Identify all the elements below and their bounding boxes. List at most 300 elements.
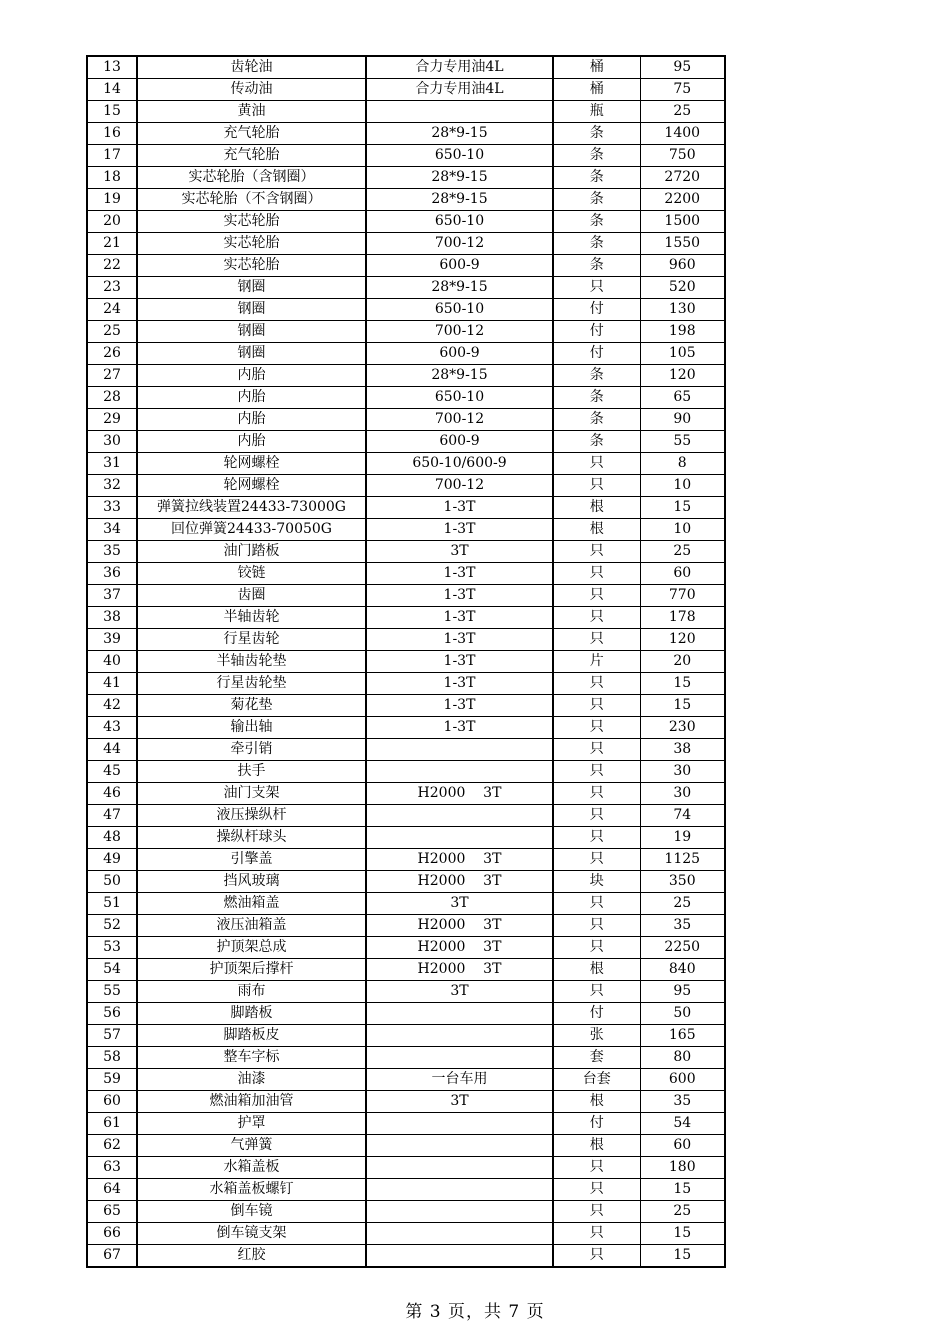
price-cell: 35 (640, 915, 725, 937)
row-number-cell: 30 (87, 431, 137, 453)
table-row (87, 1223, 725, 1245)
table-row (87, 1157, 725, 1179)
unit-cell: 条 (553, 189, 640, 211)
table-row (87, 1069, 725, 1091)
table-row (87, 79, 725, 101)
spec-cell (366, 739, 553, 761)
table-row (87, 827, 725, 849)
row-number-cell: 19 (87, 189, 137, 211)
price-cell: 25 (640, 893, 725, 915)
row-number-cell: 42 (87, 695, 137, 717)
table-row (87, 783, 725, 805)
price-cell: 1500 (640, 211, 725, 233)
unit-cell: 条 (553, 123, 640, 145)
spec-cell (366, 827, 553, 849)
table-row (87, 431, 725, 453)
table-row (87, 123, 725, 145)
spec-cell (366, 101, 553, 123)
row-number-cell: 38 (87, 607, 137, 629)
part-name-cell: 扶手 (137, 761, 366, 783)
unit-cell: 只 (553, 563, 640, 585)
part-name-cell: 雨布 (137, 981, 366, 1003)
part-name-cell: 实芯轮胎 (137, 211, 366, 233)
part-name-cell: 钢圈 (137, 321, 366, 343)
unit-cell: 条 (553, 387, 640, 409)
part-name-cell: 回位弹簧24433-70050G (137, 519, 366, 541)
part-name-cell: 行星齿轮垫 (137, 673, 366, 695)
part-name-cell: 充气轮胎 (137, 123, 366, 145)
spec-cell: 28*9-15 (366, 189, 553, 211)
unit-cell: 条 (553, 409, 640, 431)
spec-cell: 3T (366, 893, 553, 915)
spec-cell: 28*9-15 (366, 277, 553, 299)
part-name-cell: 钢圈 (137, 299, 366, 321)
part-name-cell: 护顶架总成 (137, 937, 366, 959)
part-name-cell: 内胎 (137, 387, 366, 409)
table-row (87, 1245, 725, 1268)
table-row (87, 343, 725, 365)
price-cell: 95 (640, 56, 725, 79)
spec-cell: 1-3T (366, 651, 553, 673)
part-name-cell: 充气轮胎 (137, 145, 366, 167)
row-number-cell: 58 (87, 1047, 137, 1069)
row-number-cell: 32 (87, 475, 137, 497)
spec-cell (366, 1201, 553, 1223)
unit-cell: 根 (553, 519, 640, 541)
table-row (87, 563, 725, 585)
unit-cell: 只 (553, 1157, 640, 1179)
price-cell: 19 (640, 827, 725, 849)
part-name-cell: 实芯轮胎（不含钢圈） (137, 189, 366, 211)
unit-cell: 根 (553, 1135, 640, 1157)
unit-cell: 只 (553, 1201, 640, 1223)
spec-cell: H2000 3T (366, 871, 553, 893)
row-number-cell: 67 (87, 1245, 137, 1268)
unit-cell: 只 (553, 827, 640, 849)
price-cell: 74 (640, 805, 725, 827)
table-row (87, 717, 725, 739)
spec-cell: 1-3T (366, 717, 553, 739)
row-number-cell: 60 (87, 1091, 137, 1113)
unit-cell: 条 (553, 211, 640, 233)
spec-cell: 合力专用油4L (366, 56, 553, 79)
spec-cell (366, 1047, 553, 1069)
price-cell: 30 (640, 761, 725, 783)
spec-cell: 1-3T (366, 695, 553, 717)
row-number-cell: 47 (87, 805, 137, 827)
price-cell: 75 (640, 79, 725, 101)
row-number-cell: 27 (87, 365, 137, 387)
price-cell: 770 (640, 585, 725, 607)
spec-cell (366, 761, 553, 783)
part-name-cell: 实芯轮胎（含钢圈） (137, 167, 366, 189)
row-number-cell: 39 (87, 629, 137, 651)
spec-cell: 600-9 (366, 255, 553, 277)
unit-cell: 只 (553, 673, 640, 695)
price-cell: 15 (640, 497, 725, 519)
row-number-cell: 37 (87, 585, 137, 607)
unit-cell: 根 (553, 959, 640, 981)
spec-cell: 一台车用 (366, 1069, 553, 1091)
row-number-cell: 13 (87, 56, 137, 79)
unit-cell: 张 (553, 1025, 640, 1047)
price-cell: 10 (640, 475, 725, 497)
spec-cell (366, 1135, 553, 1157)
spec-cell: 650-10 (366, 145, 553, 167)
part-name-cell: 水箱盖板 (137, 1157, 366, 1179)
table-row (87, 255, 725, 277)
row-number-cell: 28 (87, 387, 137, 409)
table-row (87, 277, 725, 299)
unit-cell: 只 (553, 277, 640, 299)
price-cell: 20 (640, 651, 725, 673)
row-number-cell: 43 (87, 717, 137, 739)
part-name-cell: 油门踏板 (137, 541, 366, 563)
price-cell: 600 (640, 1069, 725, 1091)
part-name-cell: 挡风玻璃 (137, 871, 366, 893)
unit-cell: 只 (553, 453, 640, 475)
unit-cell: 付 (553, 343, 640, 365)
price-cell: 178 (640, 607, 725, 629)
unit-cell: 只 (553, 915, 640, 937)
price-cell: 30 (640, 783, 725, 805)
row-number-cell: 48 (87, 827, 137, 849)
price-cell: 1550 (640, 233, 725, 255)
row-number-cell: 14 (87, 79, 137, 101)
part-name-cell: 铰链 (137, 563, 366, 585)
unit-cell: 条 (553, 233, 640, 255)
row-number-cell: 33 (87, 497, 137, 519)
row-number-cell: 21 (87, 233, 137, 255)
part-name-cell: 齿圈 (137, 585, 366, 607)
part-name-cell: 引擎盖 (137, 849, 366, 871)
price-cell: 90 (640, 409, 725, 431)
spec-cell: 28*9-15 (366, 167, 553, 189)
row-number-cell: 23 (87, 277, 137, 299)
part-name-cell: 液压操纵杆 (137, 805, 366, 827)
table-row (87, 475, 725, 497)
unit-cell: 条 (553, 431, 640, 453)
unit-cell: 片 (553, 651, 640, 673)
table-row (87, 409, 725, 431)
table-row (87, 871, 725, 893)
row-number-cell: 22 (87, 255, 137, 277)
spec-cell (366, 1245, 553, 1268)
row-number-cell: 55 (87, 981, 137, 1003)
part-name-cell: 实芯轮胎 (137, 255, 366, 277)
row-number-cell: 29 (87, 409, 137, 431)
unit-cell: 只 (553, 739, 640, 761)
part-name-cell: 齿轮油 (137, 56, 366, 79)
spec-cell: 650-10/600-9 (366, 453, 553, 475)
spec-cell: 28*9-15 (366, 365, 553, 387)
row-number-cell: 54 (87, 959, 137, 981)
price-cell: 35 (640, 1091, 725, 1113)
unit-cell: 只 (553, 1223, 640, 1245)
price-cell: 840 (640, 959, 725, 981)
spec-cell (366, 1223, 553, 1245)
unit-cell: 付 (553, 321, 640, 343)
row-number-cell: 31 (87, 453, 137, 475)
unit-cell: 只 (553, 695, 640, 717)
price-cell: 60 (640, 563, 725, 585)
row-number-cell: 63 (87, 1157, 137, 1179)
part-name-cell: 输出轴 (137, 717, 366, 739)
row-number-cell: 16 (87, 123, 137, 145)
spec-cell: H2000 3T (366, 959, 553, 981)
part-name-cell: 轮网螺栓 (137, 453, 366, 475)
unit-cell: 只 (553, 761, 640, 783)
spec-cell: 合力专用油4L (366, 79, 553, 101)
unit-cell: 桶 (553, 79, 640, 101)
part-name-cell: 弹簧拉线装置24433-73000G (137, 497, 366, 519)
unit-cell: 块 (553, 871, 640, 893)
row-number-cell: 62 (87, 1135, 137, 1157)
spec-cell: 1-3T (366, 497, 553, 519)
part-name-cell: 内胎 (137, 409, 366, 431)
part-name-cell: 液压油箱盖 (137, 915, 366, 937)
part-name-cell: 菊花垫 (137, 695, 366, 717)
table-row (87, 739, 725, 761)
spec-cell: 1-3T (366, 585, 553, 607)
spec-cell: H2000 3T (366, 783, 553, 805)
price-cell: 15 (640, 1223, 725, 1245)
price-cell: 1400 (640, 123, 725, 145)
table-row (87, 167, 725, 189)
spec-cell: H2000 3T (366, 937, 553, 959)
unit-cell: 条 (553, 145, 640, 167)
price-cell: 15 (640, 673, 725, 695)
unit-cell: 根 (553, 1091, 640, 1113)
part-name-cell: 内胎 (137, 431, 366, 453)
price-cell: 230 (640, 717, 725, 739)
table-row (87, 101, 725, 123)
price-cell: 25 (640, 1201, 725, 1223)
row-number-cell: 36 (87, 563, 137, 585)
spec-cell (366, 805, 553, 827)
part-name-cell: 半轴齿轮 (137, 607, 366, 629)
unit-cell: 只 (553, 585, 640, 607)
table-row (87, 695, 725, 717)
unit-cell: 只 (553, 783, 640, 805)
unit-cell: 付 (553, 299, 640, 321)
spec-cell: H2000 3T (366, 849, 553, 871)
spec-cell: H2000 3T (366, 915, 553, 937)
spec-cell: 3T (366, 981, 553, 1003)
spec-cell: 1-3T (366, 563, 553, 585)
spec-cell: 650-10 (366, 387, 553, 409)
part-name-cell: 行星齿轮 (137, 629, 366, 651)
unit-cell: 只 (553, 475, 640, 497)
price-cell: 25 (640, 101, 725, 123)
price-cell: 960 (640, 255, 725, 277)
row-number-cell: 34 (87, 519, 137, 541)
row-number-cell: 51 (87, 893, 137, 915)
row-number-cell: 41 (87, 673, 137, 695)
price-cell: 165 (640, 1025, 725, 1047)
table-row (87, 629, 725, 651)
price-cell: 80 (640, 1047, 725, 1069)
spec-cell: 700-12 (366, 475, 553, 497)
price-cell: 15 (640, 1179, 725, 1201)
price-cell: 95 (640, 981, 725, 1003)
price-cell: 15 (640, 1245, 725, 1268)
price-cell: 55 (640, 431, 725, 453)
table-row (87, 959, 725, 981)
part-name-cell: 半轴齿轮垫 (137, 651, 366, 673)
unit-cell: 只 (553, 1179, 640, 1201)
row-number-cell: 65 (87, 1201, 137, 1223)
price-cell: 50 (640, 1003, 725, 1025)
spec-cell (366, 1113, 553, 1135)
part-name-cell: 牵引销 (137, 739, 366, 761)
row-number-cell: 45 (87, 761, 137, 783)
row-number-cell: 52 (87, 915, 137, 937)
table-row (87, 585, 725, 607)
row-number-cell: 18 (87, 167, 137, 189)
row-number-cell: 49 (87, 849, 137, 871)
part-name-cell: 钢圈 (137, 343, 366, 365)
row-number-cell: 59 (87, 1069, 137, 1091)
table-row (87, 915, 725, 937)
spec-cell: 700-12 (366, 233, 553, 255)
table-row (87, 145, 725, 167)
spec-cell (366, 1025, 553, 1047)
part-name-cell: 钢圈 (137, 277, 366, 299)
unit-cell: 条 (553, 365, 640, 387)
spec-cell: 1-3T (366, 519, 553, 541)
table-row (87, 497, 725, 519)
table-row (87, 1179, 725, 1201)
table-row (87, 1135, 725, 1157)
table-row (87, 453, 725, 475)
part-name-cell: 脚踏板 (137, 1003, 366, 1025)
part-name-cell: 整车字标 (137, 1047, 366, 1069)
table-row (87, 519, 725, 541)
part-name-cell: 倒车镜 (137, 1201, 366, 1223)
part-name-cell: 水箱盖板螺钉 (137, 1179, 366, 1201)
table-row (87, 761, 725, 783)
unit-cell: 根 (553, 497, 640, 519)
row-number-cell: 56 (87, 1003, 137, 1025)
spec-cell (366, 1157, 553, 1179)
table-row (87, 893, 725, 915)
unit-cell: 桶 (553, 56, 640, 79)
row-number-cell: 46 (87, 783, 137, 805)
unit-cell: 付 (553, 1003, 640, 1025)
table-row (87, 365, 725, 387)
price-cell: 2720 (640, 167, 725, 189)
price-cell: 10 (640, 519, 725, 541)
row-number-cell: 40 (87, 651, 137, 673)
table-row (87, 1113, 725, 1135)
unit-cell: 只 (553, 981, 640, 1003)
row-number-cell: 15 (87, 101, 137, 123)
table-row (87, 651, 725, 673)
row-number-cell: 17 (87, 145, 137, 167)
part-name-cell: 实芯轮胎 (137, 233, 366, 255)
price-cell: 130 (640, 299, 725, 321)
part-name-cell: 倒车镜支架 (137, 1223, 366, 1245)
price-cell: 2200 (640, 189, 725, 211)
part-name-cell: 内胎 (137, 365, 366, 387)
part-name-cell: 脚踏板皮 (137, 1025, 366, 1047)
spec-cell (366, 1003, 553, 1025)
table-row (87, 1201, 725, 1223)
part-name-cell: 护顶架后撑杆 (137, 959, 366, 981)
part-name-cell: 油门支架 (137, 783, 366, 805)
price-cell: 198 (640, 321, 725, 343)
unit-cell: 只 (553, 607, 640, 629)
price-cell: 350 (640, 871, 725, 893)
table-row (87, 805, 725, 827)
table-row (87, 937, 725, 959)
table-row (87, 541, 725, 563)
row-number-cell: 26 (87, 343, 137, 365)
price-cell: 1125 (640, 849, 725, 871)
price-cell: 120 (640, 629, 725, 651)
price-cell: 180 (640, 1157, 725, 1179)
spec-cell: 1-3T (366, 607, 553, 629)
unit-cell: 台套 (553, 1069, 640, 1091)
table-row (87, 56, 725, 79)
price-cell: 38 (640, 739, 725, 761)
row-number-cell: 53 (87, 937, 137, 959)
table-row (87, 1047, 725, 1069)
unit-cell: 只 (553, 541, 640, 563)
unit-cell: 只 (553, 717, 640, 739)
row-number-cell: 61 (87, 1113, 137, 1135)
table-row (87, 321, 725, 343)
spec-cell: 600-9 (366, 343, 553, 365)
page-footer: 第 3 页，共 7 页 (405, 1302, 545, 1322)
table-row (87, 211, 725, 233)
unit-cell: 付 (553, 1113, 640, 1135)
table-row (87, 1003, 725, 1025)
spec-cell: 650-10 (366, 211, 553, 233)
part-name-cell: 燃油箱盖 (137, 893, 366, 915)
price-cell: 60 (640, 1135, 725, 1157)
row-number-cell: 57 (87, 1025, 137, 1047)
table-row (87, 981, 725, 1003)
table-row (87, 1091, 725, 1113)
price-cell: 2250 (640, 937, 725, 959)
spec-cell: 1-3T (366, 629, 553, 651)
price-cell: 65 (640, 387, 725, 409)
row-number-cell: 20 (87, 211, 137, 233)
row-number-cell: 64 (87, 1179, 137, 1201)
spec-cell: 700-12 (366, 409, 553, 431)
table-body (87, 56, 725, 1267)
unit-cell: 条 (553, 167, 640, 189)
part-name-cell: 传动油 (137, 79, 366, 101)
spec-cell (366, 1179, 553, 1201)
unit-cell: 只 (553, 805, 640, 827)
row-number-cell: 25 (87, 321, 137, 343)
row-number-cell: 24 (87, 299, 137, 321)
unit-cell: 只 (553, 937, 640, 959)
unit-cell: 只 (553, 629, 640, 651)
unit-cell: 只 (553, 1245, 640, 1268)
row-number-cell: 44 (87, 739, 137, 761)
table-row (87, 233, 725, 255)
table-row (87, 673, 725, 695)
spec-cell: 600-9 (366, 431, 553, 453)
price-cell: 120 (640, 365, 725, 387)
part-name-cell: 气弹簧 (137, 1135, 366, 1157)
unit-cell: 只 (553, 893, 640, 915)
price-cell: 8 (640, 453, 725, 475)
